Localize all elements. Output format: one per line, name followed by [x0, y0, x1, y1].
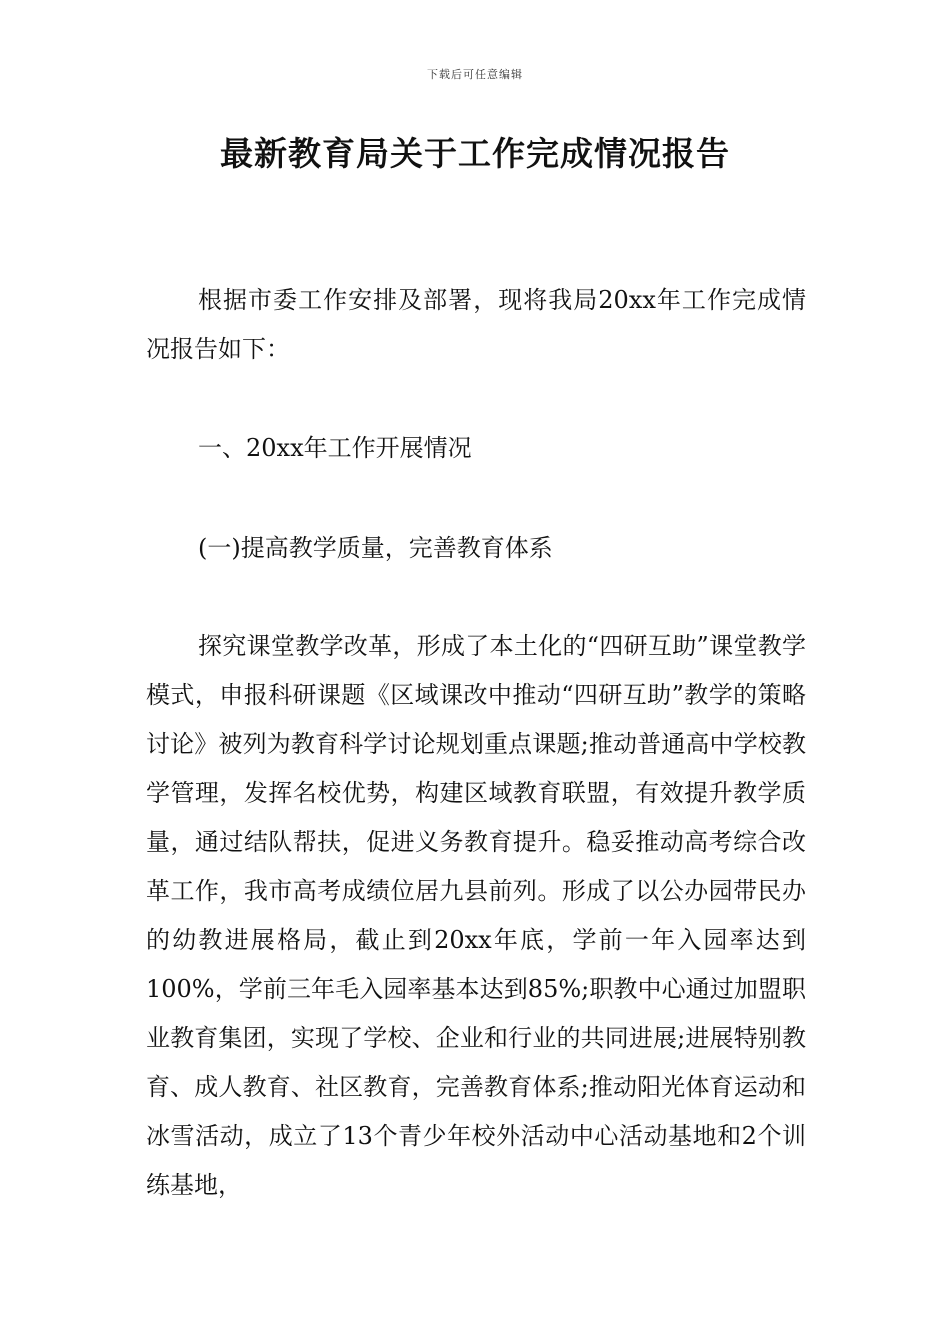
subsection-heading: (一)提高教学质量，完善教育体系 — [198, 534, 553, 562]
intro-paragraph: 根据市委工作安排及部署，现将我局20xx年工作完成情况报告如下： — [146, 286, 806, 363]
body-paragraph: 探究课堂教学改革，形成了本土化的“四研互助”课堂教学模式，申报科研课题《区域课改中推动“四研互助”教学的策略讨论》被列为教育科学讨论规划重点课题;推动普通高中学校教学管理，发挥名校优势，构建区域教育联盟，有效提升教学质量，通过结队帮扶，促进义务教育提升。稳妥推动高考综合改革工作，我市高考成绩位居九县前列。形成了以公办园带民办的幼教进展格局，截止到20xx年底，学前一年入园率达到100%，学前三年毛入园率基本达到85%;职教中心通过加盟职业教育集团，实现了学校、企业和行业的共同进展;进展特别教育、成人教育、社区教育，完善教育体系;推动阳光体育运动和冰雪活动，成立了13个青少年校外活动中心活动基地和2个训练基地， — [146, 632, 806, 1199]
document-title: 最新教育局关于工作完成情况报告 — [220, 134, 730, 173]
header-note: 下载后可任意编辑 — [427, 68, 523, 81]
section-heading: 一、20xx年工作开展情况 — [198, 434, 472, 462]
